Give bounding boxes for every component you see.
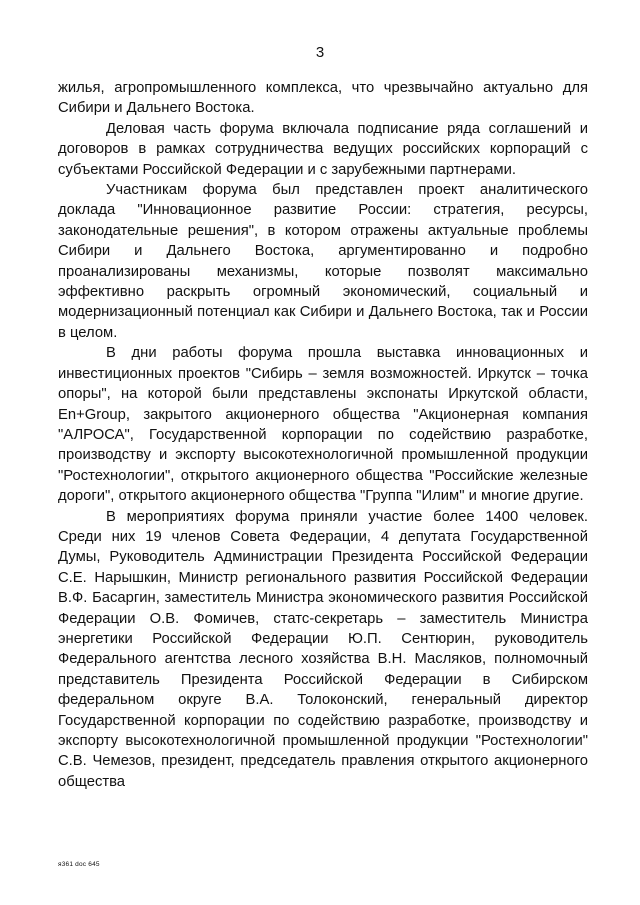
document-body xyxy=(58,78,588,792)
paragraph-3: Участникам форума был представлен проект аналитического доклада "Инновационное развитие России: стратегия, ресурсы, законодательные решения", в котором отражены актуальные проблемы Сибири и Дальнего Востока, аргументированно и подробно проанализированы механизмы, которые позволят максимально эффективно раскрыть огромный экономический, социальный и модернизационный потенциал как Сибири и Дальнего Востока, так и России в целом. xyxy=(58,182,588,341)
document-code: я361 doc 645 xyxy=(58,861,100,868)
paragraph-2: Деловая часть форума включала подписание ряда соглашений и договоров в рамках сотрудничества ведущих российских корпораций с субъектами Российской Федерации и с зарубежными партнерами. xyxy=(58,120,588,178)
page-number: 3 xyxy=(315,44,325,61)
paragraph-4: В дни работы форума прошла выставка инновационных и инвестиционных проектов "Сибирь – земля возможностей. Иркутск – точка опоры", на которой были представлены экспонаты Иркутской области, En+Group, закрытого акционерного общества "Акционерная компания "АЛРОСА", Государственной корпорации по содействию разработке, производству и экспорту высокотехнологичной промышленной продукции "Ростехнологии", открытого акционерного общества "Российские железные дороги", открытого акционерного общества "Группа "Илим" и многие другие. xyxy=(58,345,588,505)
paragraph-5: В мероприятиях форума приняли участие более 1400 человек. Среди них 19 членов Совета Федерации, 4 депутата Государственной Думы, Руководитель Администрации Президента Российской Федерации С.Е. Нарышкин, Министр регионального развития Российской Федерации В.Ф. Басаргин, заместитель Министра экономического развития Российской Федерации О.В. Фомичев, статс-секретарь – заместитель Министра энергетики Российской Федерации Ю.П. Сентюрин, руководитель Федерального агентства лесного хозяйства В.Н. Масляков, полномочный представитель Президента Российской Федерации в Сибирском федеральном округе В.А. Толоконский, генеральный директор Государственной корпорации по содействию разработке, производству и экспорту высокотехнологичной промышленной продукции "Ростехнологии" С.В. Чемезов, президент, председатель правления открытого акционерного общества xyxy=(58,508,588,790)
paragraph-1: жилья, агропромышленного комплекса, что чрезвычайно актуально для Сибири и Дальнего Востока. xyxy=(58,80,588,117)
